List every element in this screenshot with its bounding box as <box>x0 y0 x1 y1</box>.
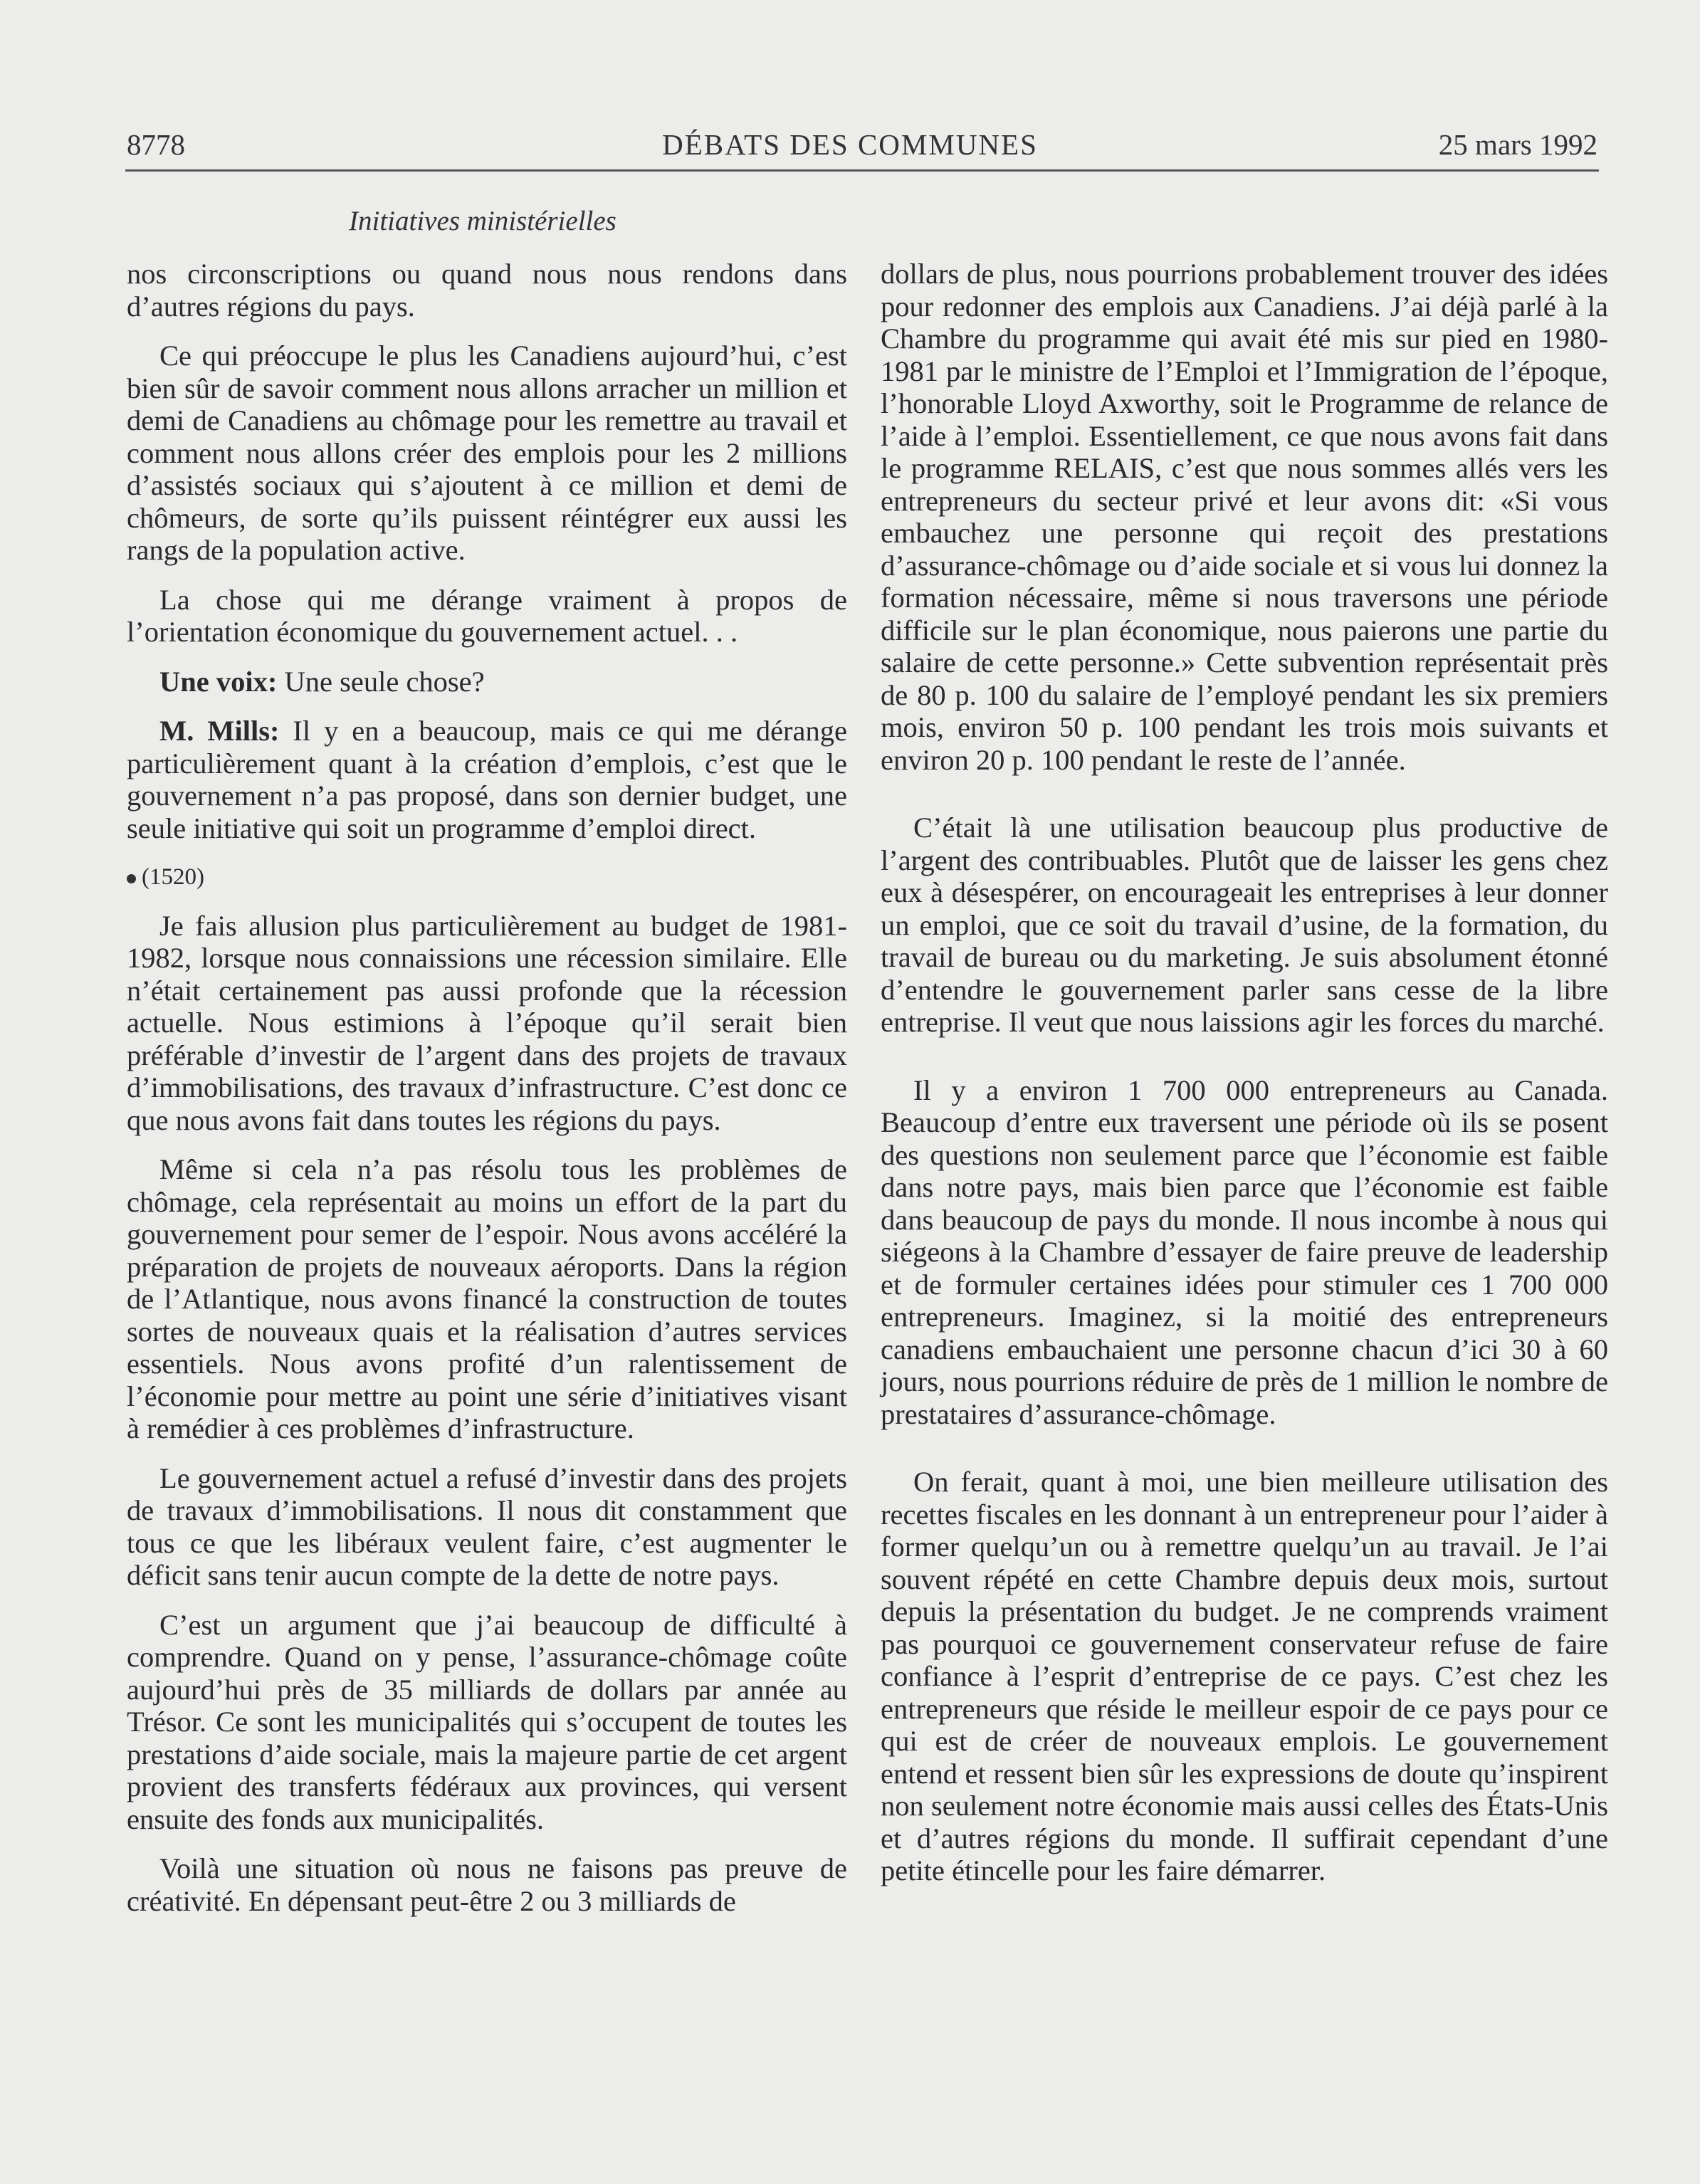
speech-text: Une seule chose? <box>277 665 485 698</box>
time-marker <box>127 861 847 894</box>
paragraph: Le gouvernement actuel a refusé d’investir dans des projets de travaux d’immobilisations. Il nous dit constamment que tous ce que les libéraux veulent faire, c’est augmenter le déficit sans tenir aucun compte de la dette de notre pays. <box>127 1461 847 1591</box>
speaker-name: Une voix: <box>159 665 278 698</box>
paragraph: Voilà une situation où nous ne faisons pas preuve de créativité. En dépensant peut-être 2 ou 3 milliards de <box>127 1852 847 1917</box>
left-column <box>127 258 847 1934</box>
paragraph: La chose qui me dérange vraiment à propos de l’orientation économique du gouvernement actuel. . . <box>127 583 847 648</box>
paragraph: On ferait, quant à moi, une bien meilleure utilisation des recettes fiscales en les donnant à un entrepreneur pour l’aider à former quelqu’un ou à remettre quelqu’un au travail. Je l’ai souvent répété en cette Chambre depuis deux mois, surtout depuis la présentation du budget. Je ne comprends vraiment pas pourquoi ce gouvernement conservateur refuse de faire confiance à l’esprit d’entreprise de ce pays. C’est chez les entrepreneurs que réside le meilleur espoir de ce pays pour ce qui est de créer de nouveaux emplois. Le gouvernement entend et ressent bien sûr les expressions de doute qu’inspirent non seulement notre économie mais aussi celles des États-Unis et d’autres régions du monde. Il suffirait cependant d’une petite étincelle pour les faire démarrer. <box>881 1466 1608 1886</box>
paragraph: Je fais allusion plus particulièrement au budget de 1981-1982, lorsque nous connaissions une récession similaire. Elle n’était certainement pas aussi profonde que la récession actuelle. Nous estimions à l’époque qu’il serait bien préférable d’investir de l’argent dans des projets de travaux d’immobilisations, des travaux d’infrastructure. C’est donc ce que nous avons fait dans toutes les régions du pays. <box>127 909 847 1136</box>
paragraph: Ce qui préoccupe le plus les Canadiens aujourd’hui, c’est bien sûr de savoir comment nous allons arracher un million et demi de Canadiens au chômage pour les remettre au travail et comment nous allons créer des emplois pour les 2 millions d’assistés sociaux qui s’ajoutent à ce million et demi de chômeurs, de sorte qu’ils puissent réintégrer eux aussi les rangs de la population active. <box>127 340 847 566</box>
paragraph: dollars de plus, nous pourrions probablement trouver des idées pour redonner des emplois aux Canadiens. J’ai déjà parlé à la Chambre du programme qui avait été mis sur pied en 1980-1981 par le ministre de l’Emploi et l’Immigration de l’époque, l’honorable Lloyd Axworthy, soit le Programme de relance de l’aide à l’emploi. Essentiellement, ce que nous avons fait dans le programme RELAIS, c’est que nous sommes allés vers les entrepreneurs du secteur privé et leur avons dit: «Si vous embauchez une personne qui reçoit des prestations d’assurance-chômage ou d’aide sociale et si vous lui donnez la formation nécessaire, même si nous traversons une période difficile sur le plan économique, nous paierons une partie du salaire de cette personne.» Cette subvention représentait près de 80 p. 100 du salaire de l’employé pendant les six premiers mois, environ 50 p. 100 pendant les trois mois suivants et environ 20 p. 100 pendant le reste de l’année. <box>881 258 1608 776</box>
paragraph: C’était là une utilisation beaucoup plus productive de l’argent des contribuables. Plutôt que de laisser les gens chez eux à désespérer, on encourageait les entreprises à leur donner un emploi, que ce soit du travail d’usine, de la formation, du travail de bureau ou du marketing. Je suis absolument étonné d’entendre le gouvernement parler sans cesse de la libre entreprise. Il veut que nous laissions agir les forces du marché. <box>881 812 1608 1038</box>
header-rule <box>125 169 1599 172</box>
bullet-icon <box>127 874 136 883</box>
paragraph: nos circonscriptions ou quand nous nous rendons dans d’autres régions du pays. <box>127 258 847 322</box>
page-number: 8778 <box>127 128 185 161</box>
speech-text: Il y en a beaucoup, mais ce qui me dérange particulièrement quant à la création d’emplois, c’est que le gouvernement n’a pas proposé, dans son dernier budget, une seule initiative qui soit un programme d’emploi direct. <box>127 715 847 844</box>
speaker-name: M. Mills: <box>159 715 280 747</box>
paragraph: Même si cela n’a pas résolu tous les problèmes de chômage, cela représentait au moins un effort de la part du gouvernement pour semer de l’espoir. Nous avons accéléré la préparation de projets de nouveaux aéroports. Dans la région de l’Atlantique, nous avons financé la construction de toutes sortes de nouveaux quais et la réalisation d’autres services essentiels. Nous avons profité d’un ralentissement de l’économie pour mettre au point une série d’initiatives visant à remédier à ces problèmes d’infrastructure. <box>127 1153 847 1444</box>
section-heading: Initiatives ministérielles <box>349 206 616 236</box>
publication-date: 25 mars 1992 <box>1438 128 1597 161</box>
right-column <box>881 258 1608 1904</box>
paragraph: Il y a environ 1 700 000 entrepreneurs au Canada. Beaucoup d’entre eux traversent une période où ils se posent des questions non seulement parce que l’économie est faible dans notre pays, mais bien parce que l’économie est faible dans beaucoup de pays du monde. Il nous incombe à nous qui siégeons à la Chambre d’essayer de faire preuve de leadership et de formuler certaines idées pour stimuler ces 1 700 000 entrepreneurs. Imaginez, si la moitié des entrepreneurs canadiens embauchaient une personne chacun d’ici 30 à 60 jours, nous pourrions réduire de près de 1 million le nombre de prestataires d’assurance-chômage. <box>881 1073 1608 1430</box>
time-marker-text: (1520) <box>142 864 204 890</box>
speaker-paragraph <box>127 715 847 844</box>
speaker-paragraph <box>127 666 847 698</box>
paragraph: C’est un argument que j’ai beaucoup de difficulté à comprendre. Quand on y pense, l’assurance-chômage coûte aujourd’hui près de 35 milliards de dollars par année au Trésor. Ce sont les municipalités qui s’occupent de toutes les prestations d’aide sociale, mais la majeure partie de cet argent provient des transferts fédéraux aux provinces, qui versent ensuite des fonds aux municipalités. <box>127 1608 847 1835</box>
publication-title: DÉBATS DES COMMUNES <box>662 128 1038 161</box>
